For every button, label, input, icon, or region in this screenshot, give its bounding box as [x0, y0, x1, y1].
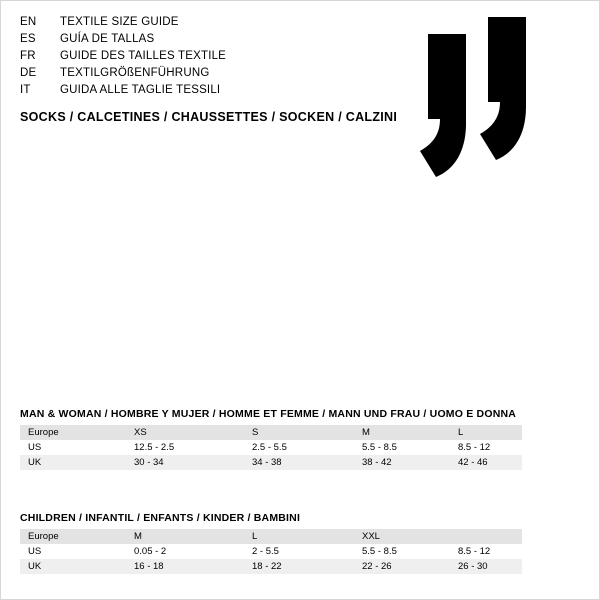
table-cell: 16 - 18: [126, 559, 244, 574]
table-row: [20, 559, 522, 574]
table-cell: 8.5 - 12: [450, 440, 522, 455]
table-cell: 18 - 22: [244, 559, 354, 574]
language-code: EN: [20, 16, 37, 28]
table-cell: 38 - 42: [354, 455, 450, 470]
table-cell: M: [354, 425, 450, 440]
table-row: [20, 529, 522, 544]
language-code: IT: [20, 84, 31, 96]
socks-illustration: [408, 12, 578, 177]
table-cell: 12.5 - 2.5: [126, 440, 244, 455]
man-woman-size-table-block: [20, 408, 517, 470]
language-row: [20, 67, 360, 84]
table-cell: 8.5 - 12: [450, 544, 522, 559]
table-cell: 2.5 - 5.5: [244, 440, 354, 455]
table-row: [20, 455, 522, 470]
table-row: [20, 544, 522, 559]
table-cell: [450, 529, 522, 544]
language-row: [20, 84, 360, 101]
language-list: [20, 16, 360, 101]
language-text: GUÍA DE TALLAS: [60, 33, 155, 45]
page-title: SOCKS / CALCETINES / CHAUSSETTES / SOCKEN / CALZINI: [20, 110, 398, 124]
table-cell: 22 - 26: [354, 559, 450, 574]
table-cell: 26 - 30: [450, 559, 522, 574]
table-cell: 0.05 - 2: [126, 544, 244, 559]
table-cell: 34 - 38: [244, 455, 354, 470]
language-text: TEXTILE SIZE GUIDE: [60, 16, 179, 28]
table-cell: S: [244, 425, 354, 440]
man-woman-size-table: [20, 425, 522, 470]
table-cell: L: [244, 529, 354, 544]
table-cell: 30 - 34: [126, 455, 244, 470]
table-cell: 42 - 46: [450, 455, 522, 470]
table-cell: M: [126, 529, 244, 544]
language-row: [20, 50, 360, 67]
language-text: GUIDE DES TAILLES TEXTILE: [60, 50, 227, 62]
children-size-table-block: [20, 512, 491, 574]
table-cell: L: [450, 425, 522, 440]
language-row: [20, 33, 360, 50]
table-caption: MAN & WOMAN / HOMBRE Y MUJER / HOMME ET FEMME / MANN UND FRAU / UOMO E DONNA: [20, 408, 517, 420]
table-cell: Europe: [20, 425, 126, 440]
table-cell: UK: [20, 455, 126, 470]
table-cell: 5.5 - 8.5: [354, 440, 450, 455]
language-code: FR: [20, 50, 36, 62]
language-row: [20, 16, 360, 33]
table-cell: XXL: [354, 529, 450, 544]
table-cell: US: [20, 440, 126, 455]
table-cell: 5.5 - 8.5: [354, 544, 450, 559]
table-cell: UK: [20, 559, 126, 574]
table-row: [20, 440, 522, 455]
language-code: DE: [20, 67, 37, 79]
table-row: [20, 425, 522, 440]
language-text: GUIDA ALLE TAGLIE TESSILI: [60, 84, 221, 96]
table-cell: US: [20, 544, 126, 559]
table-caption: CHILDREN / INFANTIL / ENFANTS / KINDER / BAMBINI: [20, 512, 301, 524]
children-size-table: [20, 529, 522, 574]
table-cell: Europe: [20, 529, 126, 544]
table-cell: XS: [126, 425, 244, 440]
language-text: TEXTILGRÖßENFÜHRUNG: [60, 67, 210, 79]
language-code: ES: [20, 33, 36, 45]
table-cell: 2 - 5.5: [244, 544, 354, 559]
